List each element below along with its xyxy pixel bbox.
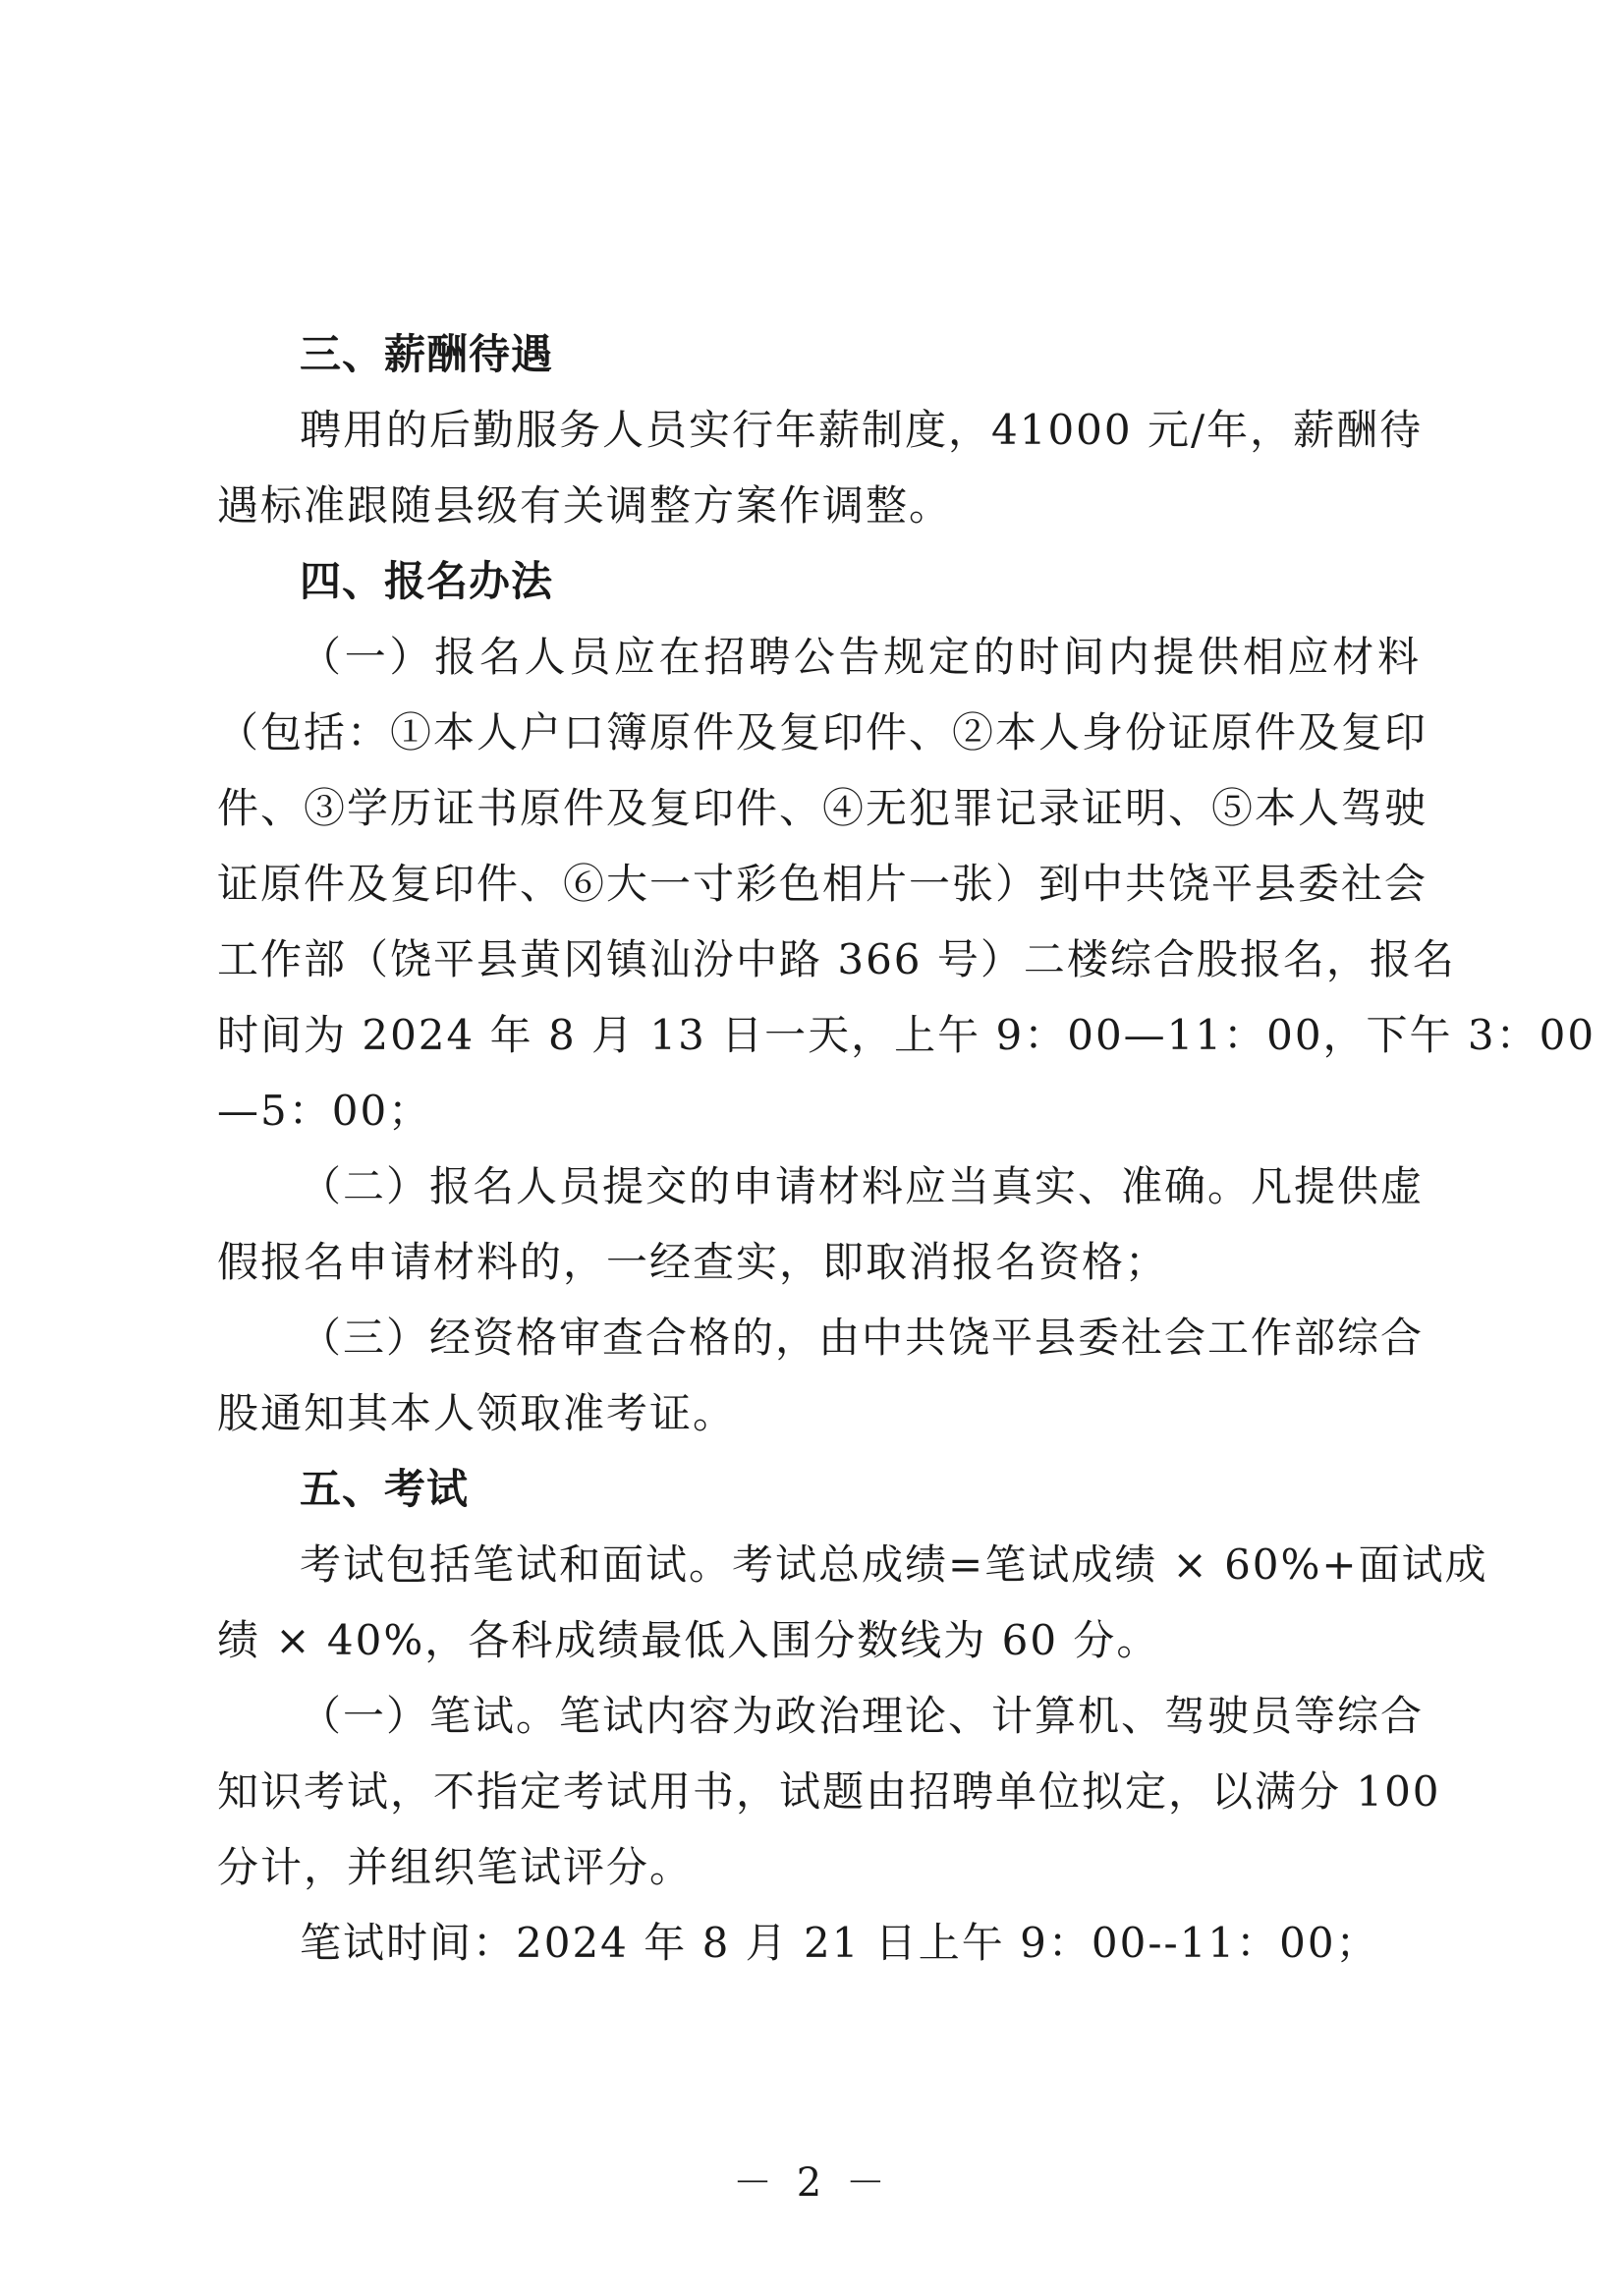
- paragraph-line: （一）报名人员应在招聘公告规定的时间内提供相应材料: [300, 633, 1421, 681]
- paragraph-line: 股通知其本人领取准考证。: [217, 1389, 737, 1437]
- paragraph-line-exam-time: 笔试时间：2024 年 8 月 21 日上午 9：00--11：00；: [300, 1919, 1379, 1967]
- section-heading-salary: 三、薪酬待遇: [300, 330, 554, 378]
- page-number: － 2 －: [733, 2160, 891, 2206]
- paragraph-line: 工作部（饶平县黄冈镇汕汾中路 366 号）二楼综合股报名，报名: [217, 935, 1456, 983]
- paragraph-line: （一）笔试。笔试内容为政治理论、计算机、驾驶员等综合: [300, 1692, 1425, 1740]
- paragraph-line: 知识考试，不指定考试用书，试题由招聘单位拟定，以满分 100: [217, 1767, 1441, 1816]
- paragraph-line: 遇标准跟随县级有关调整方案作调整。: [217, 481, 953, 530]
- paragraph-line: —5：00；: [217, 1087, 432, 1135]
- paragraph-line: （三）经资格审查合格的，由中共饶平县委社会工作部综合: [300, 1314, 1425, 1362]
- paragraph-line: （二）报名人员提交的申请材料应当真实、准确。凡提供虚: [300, 1162, 1425, 1210]
- paragraph-line: 聘用的后勤服务人员实行年薪制度，41000 元/年，薪酬待: [300, 406, 1424, 454]
- paragraph-line: 分计，并组织笔试评分。: [217, 1843, 694, 1891]
- paragraph-line: 假报名申请材料的，一经查实，即取消报名资格；: [217, 1238, 1169, 1286]
- paragraph-line: 件、③学历证书原件及复印件、④无犯罪记录证明、⑤本人驾驶: [217, 784, 1428, 832]
- paragraph-line: （包括：①本人户口簿原件及复印件、②本人身份证原件及复印: [217, 708, 1428, 756]
- paragraph-line: 绩 × 40%，各科成绩最低入围分数线为 60 分。: [217, 1616, 1160, 1664]
- paragraph-line: 时间为 2024 年 8 月 13 日一天，上午 9：00—11：00，下午 3：00: [217, 1011, 1596, 1059]
- section-heading-registration: 四、报名办法: [300, 557, 554, 605]
- paragraph-line: 考试包括笔试和面试。考试总成绩=笔试成绩 × 60%+面试成: [300, 1540, 1488, 1589]
- document-body: [217, 316, 1596, 1981]
- paragraph-line: 证原件及复印件、⑥大一寸彩色相片一张）到中共饶平县委社会: [217, 860, 1428, 908]
- section-heading-exam: 五、考试: [300, 1465, 470, 1513]
